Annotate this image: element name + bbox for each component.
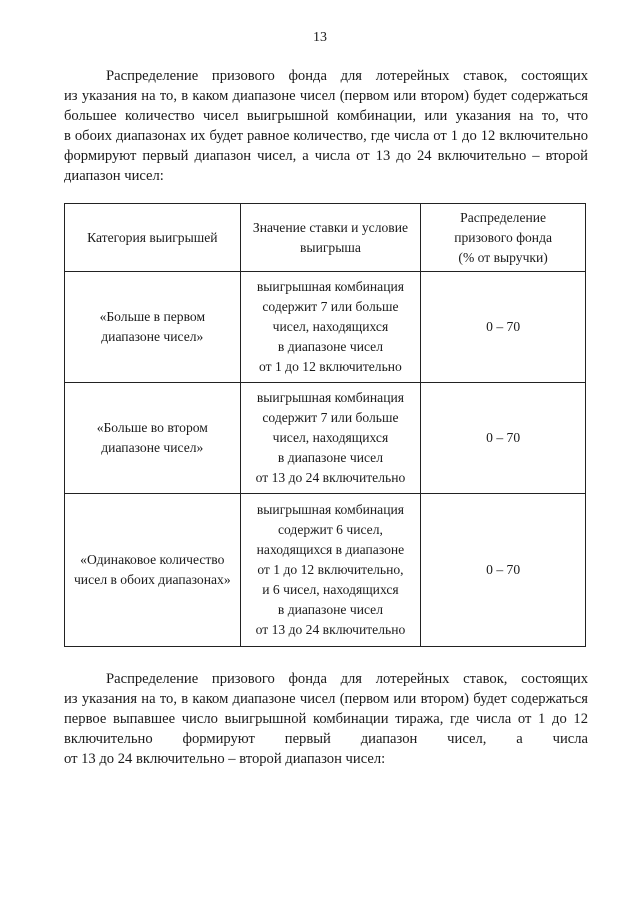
paragraph-line: большее количество чисел выигрышной комбинации, или указания на то, что [64, 108, 588, 124]
category-cell: «Одинаковое количество чисел в обоих диапазонах» [65, 494, 241, 647]
paragraph-line: формируют первый диапазон чисел, а числа от 13 до 24 включительно – второй [64, 148, 588, 164]
paragraph-line: Распределение призового фонда для лотерейных ставок, состоящих [106, 671, 588, 687]
paragraph-line: из указания на то, в каком диапазоне чисел (первом или втором) будет содержаться [64, 88, 588, 104]
paragraph-line: от 13 до 24 включительно – второй диапазон чисел: [64, 751, 386, 767]
distribution-cell: 0 – 70 [421, 272, 586, 383]
header-condition: Значение ставки и условие выигрыша [240, 204, 421, 272]
header-distribution: Распределение призового фонда (% от выручки) [421, 204, 586, 272]
header-category: Категория выигрышей [65, 204, 241, 272]
condition-cell: выигрышная комбинация содержит 7 или больше чисел, находящихся в диапазоне чисел от 13 до 24 включительно [240, 383, 421, 494]
prize-distribution-table [64, 203, 586, 647]
table-row [65, 272, 586, 383]
table-row [65, 383, 586, 494]
paragraph-line: включительно формируют первый диапазон чисел, а числа [64, 731, 588, 747]
distribution-cell: 0 – 70 [421, 383, 586, 494]
paragraph-line: первое выпавшее число выигрышной комбинации тиража, где числа от 1 до 12 [64, 711, 588, 727]
second-paragraph [64, 669, 588, 769]
paragraph-line: в обоих диапазонах их будет равное количество, где числа от 1 до 12 включительно [64, 128, 588, 144]
page-number: 13 [313, 30, 327, 45]
condition-cell: выигрышная комбинация содержит 7 или больше чисел, находящихся в диапазоне чисел от 1 до 12 включительно [240, 272, 421, 383]
category-cell: «Больше в первом диапазоне чисел» [65, 272, 241, 383]
intro-paragraph [64, 66, 588, 186]
paragraph-line: из указания на то, в каком диапазоне чисел (первом или втором) будет содержаться [64, 691, 588, 707]
table-header-row [65, 204, 586, 272]
paragraph-line: Распределение призового фонда для лотерейных ставок, состоящих [106, 68, 588, 84]
category-cell: «Больше во втором диапазоне чисел» [65, 383, 241, 494]
condition-cell: выигрышная комбинация содержит 6 чисел, находящихся в диапазоне от 1 до 12 включительно, и 6 чисел, находящихся в диапазоне чисел от 13 до 24 включительно [240, 494, 421, 647]
table-row [65, 494, 586, 647]
paragraph-line: диапазон чисел: [64, 168, 164, 184]
distribution-cell: 0 – 70 [421, 494, 586, 647]
